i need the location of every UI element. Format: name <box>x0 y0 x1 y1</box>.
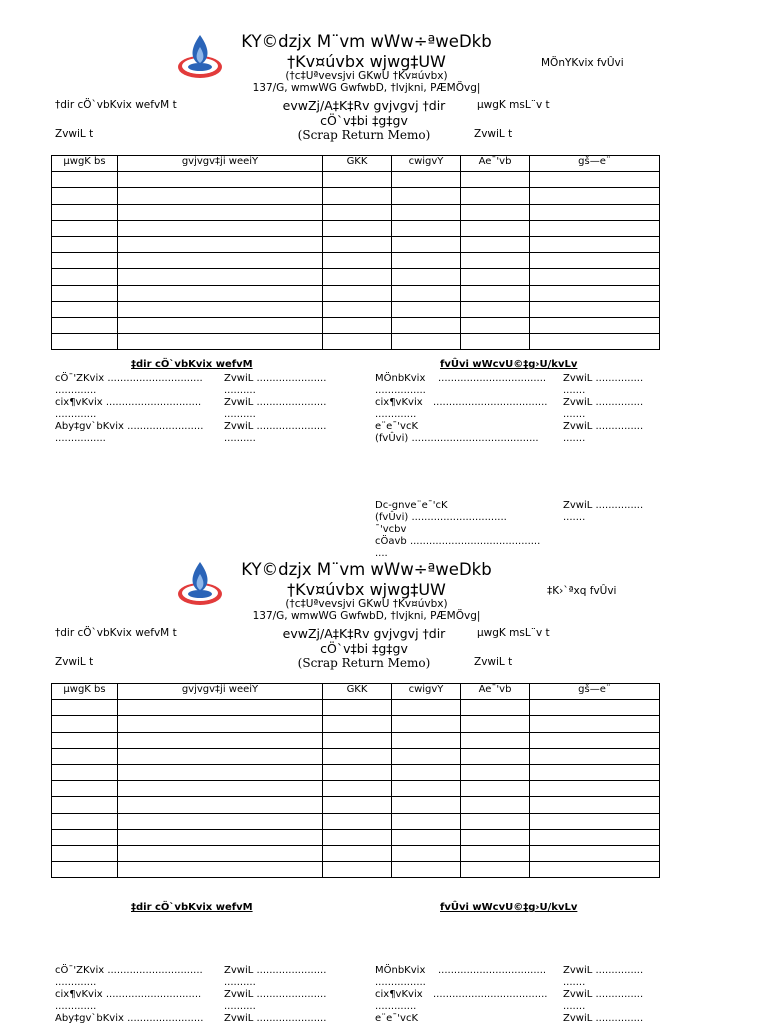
company-subtitle: (†c‡Uªvevsjvi GKwU †Kv¤úvbx) <box>285 598 448 610</box>
table-cell <box>52 204 118 220</box>
dots: ............. <box>55 977 97 988</box>
col-unit: GKK <box>323 684 392 700</box>
company-name-line-2: †Kv¤úvbx wjwg‡UW <box>287 580 446 599</box>
table-cell <box>323 188 392 204</box>
sign-right-title: fvÛvi wWcvU©‡g›U/kvLv <box>440 902 578 913</box>
table-row <box>52 716 660 732</box>
date-label: ZvwiL <box>563 500 593 511</box>
table-cell <box>392 732 461 748</box>
table-cell <box>323 334 392 350</box>
table-cell <box>461 732 530 748</box>
sign-left-block <box>55 373 355 445</box>
col-description: gvjvgv‡ji weeiY <box>118 156 323 172</box>
table-cell <box>392 220 461 236</box>
table-cell <box>52 716 118 732</box>
memo-title-english: (Scrap Return Memo) <box>297 656 431 670</box>
table-cell <box>530 748 660 764</box>
sign-sublabel: (fvÛvi) <box>375 433 409 444</box>
col-remarks: gš—e¨ <box>530 684 660 700</box>
table-cell <box>118 716 323 732</box>
items-table <box>51 155 660 350</box>
col-serial: µwgK bs <box>52 156 118 172</box>
table-cell <box>118 813 323 829</box>
date-label: ZvwiL <box>224 397 254 408</box>
table-cell <box>530 204 660 220</box>
table-cell <box>323 285 392 301</box>
table-cell <box>392 700 461 716</box>
table-cell <box>530 813 660 829</box>
table-cell <box>323 862 392 878</box>
dots: .................................. <box>438 965 547 976</box>
dots: ...................... <box>256 421 327 432</box>
table-row <box>52 253 660 269</box>
dots: ...................... <box>256 373 327 384</box>
table-cell <box>118 334 323 350</box>
table-cell <box>530 317 660 333</box>
table-row <box>52 862 660 878</box>
table-cell <box>118 862 323 878</box>
table-cell <box>461 172 530 188</box>
dots: ............... <box>595 1013 644 1024</box>
col-description: gvjvgv‡ji weeiY <box>118 684 323 700</box>
table-cell <box>392 204 461 220</box>
dots: .......... <box>224 433 256 444</box>
table-cell <box>392 748 461 764</box>
dots: ....... <box>563 1001 586 1012</box>
table-cell <box>118 317 323 333</box>
table-row <box>52 845 660 861</box>
col-remarks: gš—e¨ <box>530 156 660 172</box>
table-cell <box>392 334 461 350</box>
dots: ........................................ <box>411 433 539 444</box>
table-cell <box>323 317 392 333</box>
table-cell <box>530 829 660 845</box>
table-cell <box>52 781 118 797</box>
table-cell <box>530 862 660 878</box>
table-cell <box>118 204 323 220</box>
table-cell <box>52 285 118 301</box>
date-label-right: ZvwiL t <box>474 128 513 140</box>
dots: ................ <box>55 433 106 444</box>
memo-title-english: (Scrap Return Memo) <box>297 128 431 142</box>
table-cell <box>530 236 660 252</box>
table-cell <box>52 829 118 845</box>
dots: ............. <box>55 1001 97 1012</box>
table-cell <box>392 716 461 732</box>
table-cell <box>530 253 660 269</box>
col-quantity: cwigvY <box>392 156 461 172</box>
sign-label: Aby‡gv`bKvix <box>55 1013 124 1024</box>
sign-label: cix¶vKvix <box>375 397 423 408</box>
table-header-row <box>52 684 660 700</box>
table-cell <box>52 700 118 716</box>
dept-label: †dir cÖ`vbKvix wefvM t <box>55 99 177 111</box>
date-label: ZvwiL <box>563 397 593 408</box>
date-label-left: ZvwiL t <box>55 128 94 140</box>
table-cell <box>461 845 530 861</box>
table-cell <box>52 797 118 813</box>
table-cell <box>323 220 392 236</box>
date-label-right: ZvwiL t <box>474 656 513 668</box>
table-cell <box>323 732 392 748</box>
table-cell <box>52 862 118 878</box>
table-cell <box>52 748 118 764</box>
copy-label: MÖnYKvix fvÛvi <box>541 57 624 69</box>
dots: ............... <box>595 397 644 408</box>
dots: ................ <box>375 977 426 988</box>
table-cell <box>530 845 660 861</box>
date-label: ZvwiL <box>224 989 254 1000</box>
table-row <box>52 829 660 845</box>
sign-sublabel: cÖavb <box>375 536 407 547</box>
table-cell <box>118 253 323 269</box>
table-cell <box>52 301 118 317</box>
memo-title-line-1: evwZj/A‡K‡Rv gvjvgvj †dir <box>282 626 446 641</box>
table-cell <box>530 220 660 236</box>
table-cell <box>323 716 392 732</box>
sign-label: e¨e¯'vcK <box>375 421 419 432</box>
table-cell <box>52 813 118 829</box>
table-cell <box>530 334 660 350</box>
table-row <box>52 220 660 236</box>
items-table <box>51 683 660 878</box>
table-cell <box>461 829 530 845</box>
table-cell <box>392 862 461 878</box>
date-label-left: ZvwiL t <box>55 656 94 668</box>
date-label: ZvwiL <box>224 373 254 384</box>
sign-label: cÖ¯'ZKvix <box>55 373 105 384</box>
company-name-line-1: KY©dzjx M¨vm wWw÷ªweDkb <box>241 560 492 579</box>
table-cell <box>118 236 323 252</box>
dots: ....... <box>563 433 586 444</box>
date-label: ZvwiL <box>563 1013 593 1024</box>
table-cell <box>461 301 530 317</box>
sign-left-block <box>55 965 355 1025</box>
table-cell <box>323 829 392 845</box>
table-cell <box>461 813 530 829</box>
dots: .... <box>375 548 388 559</box>
scrap-memo-copy-2 <box>0 528 768 1024</box>
date-label: ZvwiL <box>563 421 593 432</box>
table-cell <box>52 334 118 350</box>
dots: ........................ <box>127 1013 204 1024</box>
table-cell <box>530 764 660 780</box>
table-cell <box>461 188 530 204</box>
table-cell <box>530 188 660 204</box>
dots: ............... <box>595 965 644 976</box>
dots: .......... <box>224 385 256 396</box>
date-label: ZvwiL <box>224 421 254 432</box>
table-cell <box>392 301 461 317</box>
date-label: ZvwiL <box>563 965 593 976</box>
col-serial: µwgK bs <box>52 684 118 700</box>
table-cell <box>118 748 323 764</box>
table-row <box>52 700 660 716</box>
table-cell <box>461 220 530 236</box>
sign-label: Aby‡gv`bKvix <box>55 421 124 432</box>
dots: ....... <box>563 977 586 988</box>
table-cell <box>118 781 323 797</box>
dots: ............. <box>375 409 417 420</box>
company-name-line-2: †Kv¤úvbx wjwg‡UW <box>287 52 446 71</box>
dept-label: †dir cÖ`vbKvix wefvM t <box>55 627 177 639</box>
table-cell <box>461 285 530 301</box>
table-cell <box>52 188 118 204</box>
table-row <box>52 188 660 204</box>
dots: .................................... <box>433 397 548 408</box>
table-cell <box>118 301 323 317</box>
dots: .............................. <box>411 512 507 523</box>
sign-right-block <box>375 373 665 445</box>
table-row <box>52 301 660 317</box>
date-label: ZvwiL <box>563 989 593 1000</box>
table-row <box>52 797 660 813</box>
dots: .................................. <box>438 373 547 384</box>
memo-number-label: µwgK msL¨v t <box>477 627 550 639</box>
table-cell <box>461 716 530 732</box>
table-cell <box>392 845 461 861</box>
dots: ............. <box>55 385 97 396</box>
company-name-line-1: KY©dzjx M¨vm wWw÷ªweDkb <box>241 32 492 51</box>
sign-label: cix¶vKvix <box>55 989 103 1000</box>
table-cell <box>530 301 660 317</box>
table-cell <box>461 317 530 333</box>
table-cell <box>461 700 530 716</box>
sign-label: MÖnbKvix <box>375 965 426 976</box>
dots: .......... <box>224 977 256 988</box>
copy-label: ‡K›`ªxq fvÛvi <box>547 585 617 597</box>
sign-label: cix¶vKvix <box>55 397 103 408</box>
dots: ............. <box>55 409 97 420</box>
table-cell <box>461 764 530 780</box>
table-cell <box>52 732 118 748</box>
table-cell <box>323 253 392 269</box>
table-cell <box>461 269 530 285</box>
dots: ...................... <box>256 965 327 976</box>
table-row <box>52 236 660 252</box>
sign-right-title: fvÛvi wWcvU©‡g›U/kvLv <box>440 359 578 370</box>
col-condition: Ae¯'vb <box>461 156 530 172</box>
table-header-row <box>52 156 660 172</box>
sign-left-title: ‡dir cÖ`vbKvix wefvM <box>131 359 253 370</box>
dots: ....... <box>563 385 586 396</box>
table-row <box>52 764 660 780</box>
table-cell <box>323 845 392 861</box>
table-cell <box>118 845 323 861</box>
table-cell <box>392 829 461 845</box>
table-row <box>52 269 660 285</box>
table-cell <box>118 220 323 236</box>
dots: ....... <box>563 512 586 523</box>
table-cell <box>323 797 392 813</box>
table-cell <box>392 269 461 285</box>
date-label: ZvwiL <box>224 965 254 976</box>
dots: .............................. <box>107 965 203 976</box>
table-row <box>52 732 660 748</box>
dots: ...................... <box>256 989 327 1000</box>
table-cell <box>118 700 323 716</box>
dots: .................................... <box>433 989 548 1000</box>
table-cell <box>118 732 323 748</box>
table-cell <box>392 172 461 188</box>
date-label: ZvwiL <box>563 373 593 384</box>
table-cell <box>530 797 660 813</box>
table-cell <box>118 269 323 285</box>
table-cell <box>52 269 118 285</box>
memo-number-label: µwgK msL¨v t <box>477 99 550 111</box>
table-cell <box>52 764 118 780</box>
dots: ...................... <box>256 397 327 408</box>
table-cell <box>392 764 461 780</box>
table-cell <box>530 269 660 285</box>
table-cell <box>323 301 392 317</box>
table-cell <box>392 781 461 797</box>
dots: ....... <box>563 409 586 420</box>
memo-title-line-2: cÖ`v‡bi ‡g‡gv <box>320 113 408 128</box>
col-quantity: cwigvY <box>392 684 461 700</box>
table-cell <box>118 764 323 780</box>
memo-title-line-2: cÖ`v‡bi ‡g‡gv <box>320 641 408 656</box>
sign-label: e¨e¯'vcK <box>375 1013 419 1024</box>
dots: .............................. <box>105 989 202 1000</box>
dots: ................ <box>375 385 426 396</box>
table-row <box>52 748 660 764</box>
dots: ............... <box>595 989 644 1000</box>
company-address: 137/G, wmwWG GwfwbD, †lvjkni, PÆMÖvg| <box>252 610 481 622</box>
table-cell <box>52 253 118 269</box>
table-cell <box>118 285 323 301</box>
sign-left-title: ‡dir cÖ`vbKvix wefvM <box>131 902 253 913</box>
dots: .............................. <box>105 397 202 408</box>
table-cell <box>392 797 461 813</box>
table-cell <box>530 285 660 301</box>
table-row <box>52 204 660 220</box>
table-cell <box>392 285 461 301</box>
dots: ............. <box>375 1001 417 1012</box>
table-cell <box>323 813 392 829</box>
sign-label: MÖnbKvix <box>375 373 426 384</box>
dots: .......... <box>224 1001 256 1012</box>
dots: ............... <box>595 373 644 384</box>
table-cell <box>461 862 530 878</box>
table-cell <box>323 700 392 716</box>
table-cell <box>461 748 530 764</box>
table-cell <box>392 317 461 333</box>
sign-label: Dc-gnve¨e¯'cK <box>375 500 448 511</box>
table-row <box>52 813 660 829</box>
table-cell <box>530 716 660 732</box>
sign-right-block <box>375 965 665 1025</box>
col-unit: GKK <box>323 156 392 172</box>
table-row <box>52 172 660 188</box>
dots: .......... <box>224 409 256 420</box>
table-cell <box>461 781 530 797</box>
table-cell <box>392 236 461 252</box>
sign-label: cÖ¯'ZKvix <box>55 965 105 976</box>
table-cell <box>323 204 392 220</box>
dots: ......................................... <box>409 536 541 547</box>
table-cell <box>323 236 392 252</box>
table-cell <box>118 829 323 845</box>
table-cell <box>52 845 118 861</box>
sign-label: cix¶vKvix <box>375 989 423 1000</box>
table-cell <box>530 700 660 716</box>
dots: ...................... <box>256 1013 327 1024</box>
table-cell <box>392 188 461 204</box>
memo-title-line-1: evwZj/A‡K‡Rv gvjvgvj †dir <box>282 98 446 113</box>
dots: ........................ <box>127 421 204 432</box>
table-cell <box>530 732 660 748</box>
company-address: 137/G, wmwWG GwfwbD, †lvjkni, PÆMÖvg| <box>252 82 481 94</box>
table-row <box>52 781 660 797</box>
table-cell <box>323 172 392 188</box>
table-cell <box>52 220 118 236</box>
table-cell <box>461 236 530 252</box>
table-cell <box>323 764 392 780</box>
table-cell <box>323 269 392 285</box>
dots: ............... <box>595 421 644 432</box>
table-cell <box>118 188 323 204</box>
table-cell <box>461 334 530 350</box>
sign-sublabel: (fvÛvi) <box>375 512 409 523</box>
table-cell <box>530 781 660 797</box>
col-condition: Ae¯'vb <box>461 684 530 700</box>
table-cell <box>52 236 118 252</box>
dots: .............................. <box>107 373 203 384</box>
table-cell <box>461 253 530 269</box>
table-cell <box>52 172 118 188</box>
table-cell <box>323 748 392 764</box>
table-row <box>52 334 660 350</box>
table-cell <box>530 172 660 188</box>
table-row <box>52 317 660 333</box>
table-cell <box>118 797 323 813</box>
table-cell <box>461 797 530 813</box>
table-cell <box>461 204 530 220</box>
sign-sublabel: ¯'vcbv <box>375 524 407 535</box>
table-cell <box>392 253 461 269</box>
table-cell <box>118 172 323 188</box>
table-cell <box>323 781 392 797</box>
date-label: ZvwiL <box>224 1013 254 1024</box>
table-cell <box>392 813 461 829</box>
dots: ............... <box>595 500 644 511</box>
table-cell <box>52 317 118 333</box>
company-subtitle: (†c‡Uªvevsjvi GKwU †Kv¤úvbx) <box>285 70 448 82</box>
table-row <box>52 285 660 301</box>
